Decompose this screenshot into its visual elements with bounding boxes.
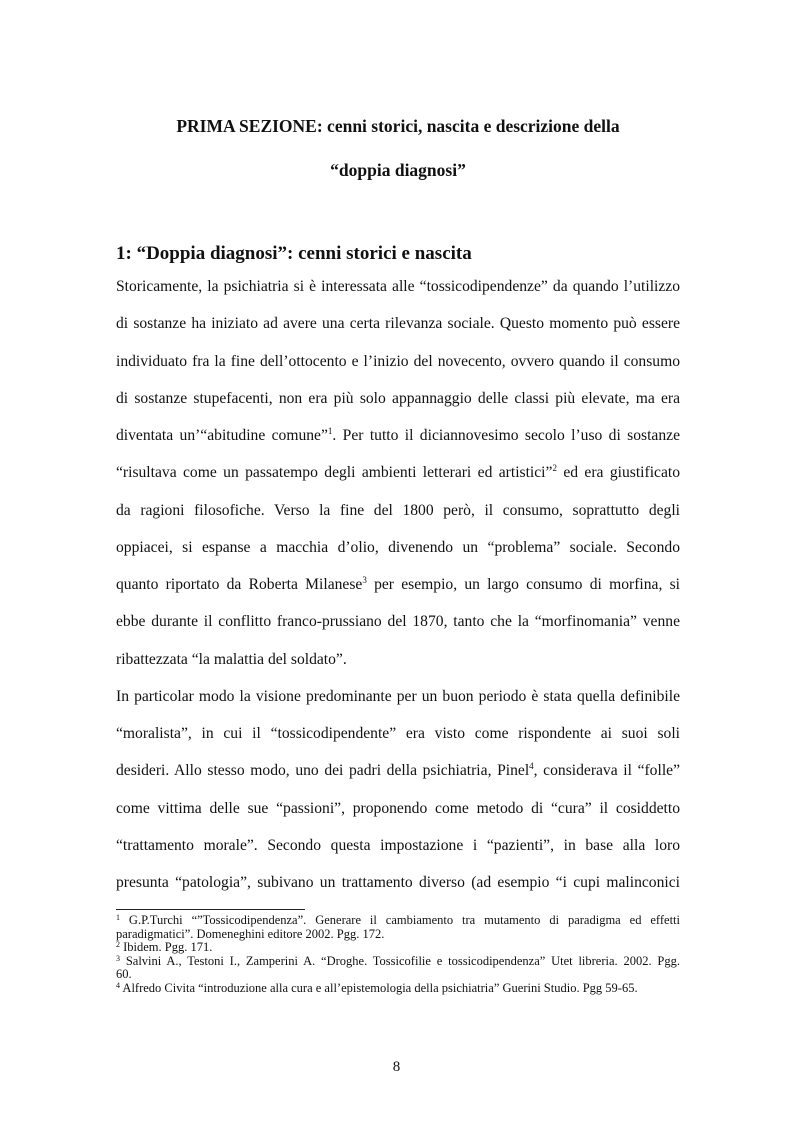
body-line: In particolar modo la visione predominante per un buon periodo è stata quella definibile <box>116 687 680 705</box>
body-line: come vittima delle sue “passioni”, proponendo come metodo di “cura” il cosiddetto <box>116 799 680 817</box>
body-line: individuato fra la fine dell’ottocento e l’inizio del novecento, ovvero quando il consumo <box>116 352 680 370</box>
section-heading-line-2: “doppia diagnosi” <box>330 160 466 180</box>
body-line: “moralista”, in cui il “tossicodipendente” era visto come rispondente ai suoi soli <box>116 725 680 742</box>
footnote-text: Ibidem. Pgg. 171. <box>120 940 213 955</box>
body-text <box>116 268 680 901</box>
body-line <box>116 454 680 491</box>
footnote-number: 2 <box>116 940 120 950</box>
footnote-number: 1 <box>116 913 120 922</box>
body-line: “trattamento morale”. Secondo questa impostazione i “pazienti”, in base alla loro <box>116 836 680 854</box>
page-number: 8 <box>392 1059 401 1075</box>
chapter-heading: 1: “Doppia diagnosi”: cenni storici e nascita <box>116 243 472 264</box>
body-text-segment: ed era giustificato <box>556 464 681 482</box>
footnote-line <box>116 982 680 996</box>
footnote-line <box>116 955 680 969</box>
body-text-segment: diventata un’“abitudine comune” <box>116 427 328 444</box>
body-line: ribattezzata “la malattia del soldato”. <box>116 650 347 668</box>
footnote-number: 4 <box>116 980 120 990</box>
body-line <box>116 566 680 603</box>
body-line: di sostanze ha iniziato ad avere una certa rilevanza sociale. Questo momento può essere <box>116 315 680 333</box>
footnotes <box>116 914 680 996</box>
body-text-segment: . Per tutto il diciannovesimo secolo l’uso di sostanze <box>332 427 680 444</box>
body-text-segment: per esempio, un largo consumo di morfina, si <box>366 576 680 593</box>
footnote-line <box>116 941 680 955</box>
body-text-segment: quanto riportato da Roberta Milanese <box>116 576 363 593</box>
section-heading-line-1: PRIMA SEZIONE: cenni storici, nascita e descrizione della <box>176 116 620 136</box>
body-line: presunta “patologia”, subivano un trattamento diverso (ad esempio “i cupi malinconici <box>116 874 680 891</box>
footnote-text: G.P.Turchi “”Tossicodipendenza”. Generare il cambiamento tra mutamento di paradigma ed effetti <box>120 913 680 927</box>
body-line: ebbe durante il conflitto franco-prussiano del 1870, tanto che la “morfinomania” venne <box>116 613 680 631</box>
footnote-text: paradigmatici”. Domeneghini editore 2002. Pgg. 172. <box>116 926 385 941</box>
footnote-line <box>116 928 680 942</box>
footnote-text: Alfredo Civita “introduzione alla cura e all’epistemologia della psichiatria” Guerini Studio. Pgg 59-65. <box>120 980 638 995</box>
body-line: oppiacei, si espanse a macchia d’olio, divenendo un “problema” sociale. Secondo <box>116 538 680 556</box>
body-text-segment: desideri. Allo stesso modo, uno dei padri della psichiatria, Pinel <box>116 762 530 780</box>
body-line: da ragioni filosofiche. Verso la fine del 1800 però, il consumo, soprattutto degli <box>116 501 680 519</box>
footnote-line <box>116 968 680 982</box>
footnote-text: Salvini A., Testoni I., Zamperini A. “Droghe. Tossicofilie e tossicodipendenza” Utet libreria. 2002. Pgg. <box>120 953 680 968</box>
body-line: Storicamente, la psichiatria si è interessata alle “tossicodipendenze” da quando l’utilizzo <box>116 278 680 295</box>
footnote-separator <box>116 909 305 910</box>
body-line: di sostanze stupefacenti, non era più solo appannaggio delle classi più elevate, ma era <box>116 389 680 407</box>
body-text-segment: “risultava come un passatempo degli ambienti letterari ed artistici” <box>116 464 553 482</box>
footnote-reference: 2 <box>552 463 557 474</box>
body-text-segment: , considerava il “folle” <box>533 762 680 780</box>
footnote-text: 60. <box>116 967 132 982</box>
body-line <box>116 417 680 454</box>
footnote-reference: 4 <box>529 761 534 772</box>
footnote-reference: 3 <box>362 575 367 585</box>
body-line <box>116 752 680 789</box>
footnote-line <box>116 914 680 928</box>
footnote-reference: 1 <box>327 426 333 436</box>
footnote-number: 3 <box>116 953 120 963</box>
